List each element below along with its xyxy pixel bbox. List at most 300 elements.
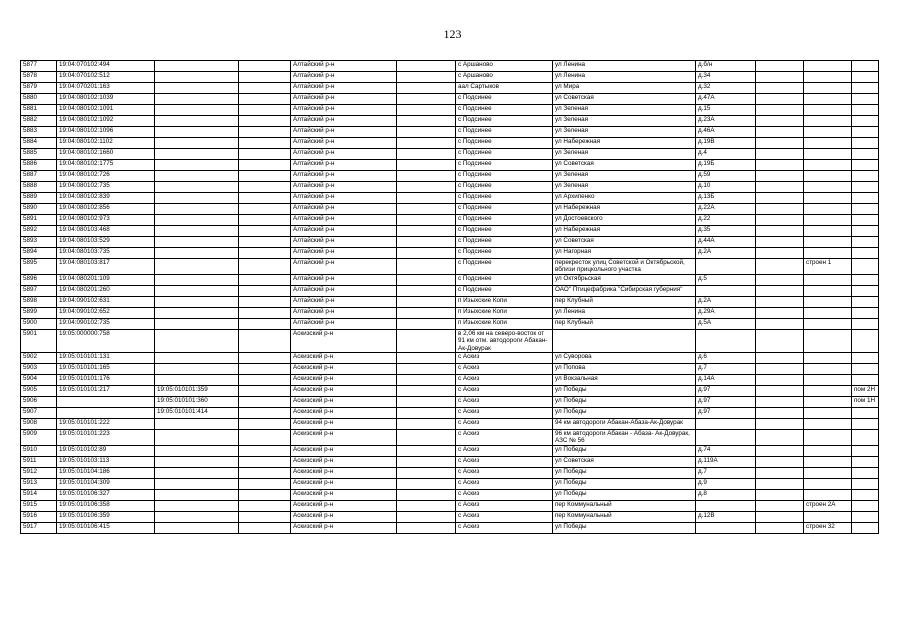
- empty-cell: [756, 489, 804, 500]
- empty-cell: [239, 105, 291, 116]
- house-number: д.б/н: [696, 61, 756, 72]
- row-number: 5908: [21, 419, 57, 430]
- street: ул Достоевского: [553, 215, 696, 226]
- cadastral-number: 19:04:080102:726: [57, 171, 155, 182]
- empty-cell: [756, 353, 804, 364]
- empty-cell: [756, 511, 804, 522]
- cadastral-number-2: [155, 456, 239, 467]
- cadastral-number-2: [155, 500, 239, 511]
- district: Алтайский р-н: [291, 160, 397, 171]
- building: [804, 149, 852, 160]
- table-row: [21, 226, 879, 237]
- empty-cell: [397, 456, 456, 467]
- cadastral-number: 19:05:010104:186: [57, 467, 155, 478]
- empty-cell: [239, 182, 291, 193]
- empty-cell: [756, 105, 804, 116]
- row-number: 5897: [21, 285, 57, 296]
- house-number: д.47А: [696, 94, 756, 105]
- empty-cell: [239, 149, 291, 160]
- settlement: с Аскиз: [456, 375, 553, 386]
- empty-cell: [397, 61, 456, 72]
- table-row: [21, 215, 879, 226]
- empty-cell: [397, 489, 456, 500]
- street: ул Октябрьская: [553, 274, 696, 285]
- empty-cell: [397, 259, 456, 275]
- settlement: с Аршаново: [456, 61, 553, 72]
- empty-cell: [397, 226, 456, 237]
- settlement: в 2,06 км на северо-восток от 91 км отм. автодороги Абакан-Ак-Довурак: [456, 329, 553, 352]
- building: [804, 160, 852, 171]
- row-number: 5891: [21, 215, 57, 226]
- table-row: [21, 456, 879, 467]
- district: Алтайский р-н: [291, 83, 397, 94]
- premises: [852, 182, 879, 193]
- empty-cell: [397, 375, 456, 386]
- empty-cell: [756, 318, 804, 329]
- empty-cell: [397, 127, 456, 138]
- district: Алтайский р-н: [291, 307, 397, 318]
- premises: [852, 329, 879, 352]
- row-number: 5885: [21, 149, 57, 160]
- settlement: с Подсинее: [456, 259, 553, 275]
- premises: [852, 489, 879, 500]
- cadastral-number-2: [155, 353, 239, 364]
- street: ул Вокзальная: [553, 375, 696, 386]
- empty-cell: [239, 419, 291, 430]
- cadastral-number-2: [155, 522, 239, 533]
- table-row: [21, 478, 879, 489]
- row-number: 5917: [21, 522, 57, 533]
- row-number: 5903: [21, 364, 57, 375]
- empty-cell: [239, 248, 291, 259]
- table-row: [21, 127, 879, 138]
- district: Алтайский р-н: [291, 94, 397, 105]
- street: ул Победы: [553, 478, 696, 489]
- building: [804, 83, 852, 94]
- empty-cell: [397, 94, 456, 105]
- cadastral-number-2: [155, 467, 239, 478]
- district: Аскизский р-н: [291, 419, 397, 430]
- empty-cell: [239, 307, 291, 318]
- premises: [852, 61, 879, 72]
- street: ул Зеленая: [553, 171, 696, 182]
- settlement: с Подсинее: [456, 274, 553, 285]
- district: Аскизский р-н: [291, 445, 397, 456]
- cadastral-number-2: 19:05:010101:359: [155, 386, 239, 397]
- cadastral-number-2: [155, 61, 239, 72]
- cadastral-number: 19:04:090102:631: [57, 296, 155, 307]
- house-number: д.10: [696, 182, 756, 193]
- settlement: с Аскиз: [456, 522, 553, 533]
- street: перекресток улиц Советской и Октябрьской, вблизи прицкольного участка: [553, 259, 696, 275]
- building: [804, 511, 852, 522]
- row-number: 5886: [21, 160, 57, 171]
- street: ул Мира: [553, 83, 696, 94]
- cadastral-number: 19:04:070102:494: [57, 61, 155, 72]
- empty-cell: [756, 478, 804, 489]
- premises: [852, 296, 879, 307]
- table-row: [21, 445, 879, 456]
- empty-cell: [239, 285, 291, 296]
- street: ул Ленина: [553, 61, 696, 72]
- empty-cell: [397, 408, 456, 419]
- district: Аскизский р-н: [291, 430, 397, 446]
- house-number: д.97: [696, 397, 756, 408]
- premises: [852, 259, 879, 275]
- cadastral-number: [57, 397, 155, 408]
- empty-cell: [756, 171, 804, 182]
- empty-cell: [239, 456, 291, 467]
- building: [804, 72, 852, 83]
- cadastral-number: 19:05:010101:176: [57, 375, 155, 386]
- settlement: с Аскиз: [456, 408, 553, 419]
- empty-cell: [397, 285, 456, 296]
- settlement: с Подсинее: [456, 171, 553, 182]
- settlement: с Аскиз: [456, 489, 553, 500]
- building: [804, 419, 852, 430]
- empty-cell: [756, 285, 804, 296]
- empty-cell: [756, 61, 804, 72]
- table-row: [21, 149, 879, 160]
- house-number: д.5: [696, 274, 756, 285]
- settlement: с Аскиз: [456, 478, 553, 489]
- cadastral-number-2: [155, 127, 239, 138]
- table-row: [21, 489, 879, 500]
- empty-cell: [239, 329, 291, 352]
- empty-cell: [756, 430, 804, 446]
- row-number: 5914: [21, 489, 57, 500]
- street: ул Победы: [553, 397, 696, 408]
- settlement: с Аскиз: [456, 456, 553, 467]
- empty-cell: [756, 329, 804, 352]
- cadastral-number: 19:05:010106:415: [57, 522, 155, 533]
- premises: [852, 171, 879, 182]
- district: Алтайский р-н: [291, 204, 397, 215]
- empty-cell: [239, 445, 291, 456]
- house-number: д.2А: [696, 248, 756, 259]
- row-number: 5911: [21, 456, 57, 467]
- house-number: д.8: [696, 489, 756, 500]
- house-number: д.2А: [696, 296, 756, 307]
- empty-cell: [397, 274, 456, 285]
- district: Аскизский р-н: [291, 375, 397, 386]
- row-number: 5888: [21, 182, 57, 193]
- settlement: с Подсинее: [456, 149, 553, 160]
- building: [804, 182, 852, 193]
- building: [804, 127, 852, 138]
- empty-cell: [397, 430, 456, 446]
- empty-cell: [756, 116, 804, 127]
- cadastral-number-2: [155, 329, 239, 352]
- settlement: с Подсинее: [456, 105, 553, 116]
- district: Алтайский р-н: [291, 138, 397, 149]
- house-number: д.13Б: [696, 193, 756, 204]
- table-row: [21, 285, 879, 296]
- empty-cell: [397, 511, 456, 522]
- empty-cell: [756, 204, 804, 215]
- empty-cell: [397, 478, 456, 489]
- row-number: 5889: [21, 193, 57, 204]
- building: [804, 61, 852, 72]
- premises: [852, 522, 879, 533]
- empty-cell: [239, 61, 291, 72]
- cadastral-number-2: 19:05:010101:360: [155, 397, 239, 408]
- district: Аскизский р-н: [291, 478, 397, 489]
- building: [804, 318, 852, 329]
- house-number: д.14А: [696, 375, 756, 386]
- table-row: [21, 364, 879, 375]
- cadastral-number-2: [155, 364, 239, 375]
- empty-cell: [239, 274, 291, 285]
- empty-cell: [239, 296, 291, 307]
- cadastral-number-2: 19:05:010101:414: [155, 408, 239, 419]
- premises: [852, 215, 879, 226]
- empty-cell: [239, 318, 291, 329]
- row-number: 5900: [21, 318, 57, 329]
- empty-cell: [756, 259, 804, 275]
- premises: [852, 318, 879, 329]
- table-row: [21, 408, 879, 419]
- house-number: д.29А: [696, 307, 756, 318]
- empty-cell: [756, 456, 804, 467]
- table-row: [21, 72, 879, 83]
- empty-cell: [756, 500, 804, 511]
- empty-cell: [397, 149, 456, 160]
- house-number: д.22А: [696, 204, 756, 215]
- street: ул Зеленая: [553, 116, 696, 127]
- row-number: 5912: [21, 467, 57, 478]
- cadastral-number: 19:04:080201:260: [57, 285, 155, 296]
- empty-cell: [397, 215, 456, 226]
- empty-cell: [756, 193, 804, 204]
- settlement: с Подсинее: [456, 237, 553, 248]
- settlement: с Подсинее: [456, 182, 553, 193]
- house-number: д.23А: [696, 116, 756, 127]
- row-number: 5899: [21, 307, 57, 318]
- house-number: д.22: [696, 215, 756, 226]
- table-row: [21, 259, 879, 275]
- cadastral-number-2: [155, 237, 239, 248]
- street: ул Попова: [553, 364, 696, 375]
- cadastral-number-2: [155, 274, 239, 285]
- premises: [852, 237, 879, 248]
- street: 94 км автодороги Абакан-Абаза-Ак-Довурак: [553, 419, 696, 430]
- cadastral-number: 19:04:080102:1775: [57, 160, 155, 171]
- settlement: с Аскиз: [456, 500, 553, 511]
- district: Аскизский р-н: [291, 489, 397, 500]
- street: пер Клубный: [553, 296, 696, 307]
- cadastral-number-2: [155, 430, 239, 446]
- table-row: [21, 138, 879, 149]
- premises: [852, 226, 879, 237]
- premises: [852, 467, 879, 478]
- cadastral-number: 19:04:080102:839: [57, 193, 155, 204]
- street: ул Нагорная: [553, 248, 696, 259]
- building: [804, 307, 852, 318]
- street: ул Советская: [553, 160, 696, 171]
- empty-cell: [397, 397, 456, 408]
- settlement: с Аскиз: [456, 364, 553, 375]
- empty-cell: [239, 193, 291, 204]
- empty-cell: [756, 248, 804, 259]
- cadastral-number-2: [155, 259, 239, 275]
- cadastral-number: 19:05:010101:217: [57, 386, 155, 397]
- district: Аскизский р-н: [291, 511, 397, 522]
- row-number: 5901: [21, 329, 57, 352]
- row-number: 5887: [21, 171, 57, 182]
- street: ул Победы: [553, 386, 696, 397]
- district: Аскизский р-н: [291, 386, 397, 397]
- empty-cell: [756, 274, 804, 285]
- table-row: [21, 83, 879, 94]
- empty-cell: [397, 500, 456, 511]
- district: Алтайский р-н: [291, 285, 397, 296]
- premises: [852, 248, 879, 259]
- premises: пом 2Н: [852, 386, 879, 397]
- building: [804, 274, 852, 285]
- table-row: [21, 193, 879, 204]
- settlement: с Аршаново: [456, 72, 553, 83]
- building: [804, 478, 852, 489]
- cadastral-number: 19:04:080102:1092: [57, 116, 155, 127]
- table-row: [21, 274, 879, 285]
- row-number: 5915: [21, 500, 57, 511]
- cadastral-number-2: [155, 511, 239, 522]
- building: [804, 456, 852, 467]
- settlement: с Подсинее: [456, 94, 553, 105]
- cadastral-number: 19:04:080102:1096: [57, 127, 155, 138]
- empty-cell: [756, 296, 804, 307]
- empty-cell: [239, 386, 291, 397]
- street: ул Советская: [553, 94, 696, 105]
- empty-cell: [397, 386, 456, 397]
- street: пер Коммунальный: [553, 511, 696, 522]
- premises: [852, 193, 879, 204]
- cadastral-number: 19:05:010106:359: [57, 511, 155, 522]
- cadastral-number-2: [155, 215, 239, 226]
- premises: [852, 430, 879, 446]
- empty-cell: [397, 248, 456, 259]
- street: 96 км автодороги Абакан - Абаза- Ак-Довурак, АЗС № 56: [553, 430, 696, 446]
- empty-cell: [239, 375, 291, 386]
- table-row: [21, 296, 879, 307]
- building: [804, 430, 852, 446]
- cadastral-number: 19:04:080102:1102: [57, 138, 155, 149]
- building: [804, 445, 852, 456]
- row-number: 5879: [21, 83, 57, 94]
- table-row: [21, 61, 879, 72]
- empty-cell: [756, 127, 804, 138]
- empty-cell: [239, 397, 291, 408]
- empty-cell: [756, 226, 804, 237]
- empty-cell: [756, 445, 804, 456]
- row-number: 5902: [21, 353, 57, 364]
- cadastral-number: 19:05:010101:222: [57, 419, 155, 430]
- district: Алтайский р-н: [291, 182, 397, 193]
- cadastral-number-2: [155, 307, 239, 318]
- premises: [852, 127, 879, 138]
- premises: [852, 375, 879, 386]
- house-number: [696, 500, 756, 511]
- district: Алтайский р-н: [291, 248, 397, 259]
- building: [804, 226, 852, 237]
- premises: [852, 500, 879, 511]
- row-number: 5904: [21, 375, 57, 386]
- empty-cell: [397, 160, 456, 171]
- settlement: п Изыхские Копи: [456, 307, 553, 318]
- house-number: д.44А: [696, 237, 756, 248]
- empty-cell: [756, 397, 804, 408]
- cadastral-number: 19:04:080102:856: [57, 204, 155, 215]
- settlement: с Подсинее: [456, 215, 553, 226]
- registry-table: [20, 60, 879, 534]
- settlement: с Подсинее: [456, 226, 553, 237]
- table-body: [21, 61, 879, 534]
- table-row: [21, 307, 879, 318]
- empty-cell: [397, 83, 456, 94]
- cadastral-number: 19:05:010106:358: [57, 500, 155, 511]
- settlement: п Изыхские Копи: [456, 296, 553, 307]
- cadastral-number-2: [155, 193, 239, 204]
- table-row: [21, 353, 879, 364]
- premises: [852, 408, 879, 419]
- cadastral-number-2: [155, 204, 239, 215]
- empty-cell: [239, 408, 291, 419]
- building: [804, 171, 852, 182]
- district: Алтайский р-н: [291, 149, 397, 160]
- house-number: [696, 419, 756, 430]
- row-number: 5909: [21, 430, 57, 446]
- cadastral-number: 19:04:070201:163: [57, 83, 155, 94]
- table-row: [21, 105, 879, 116]
- empty-cell: [397, 296, 456, 307]
- empty-cell: [239, 171, 291, 182]
- table-row: [21, 467, 879, 478]
- district: Аскизский р-н: [291, 364, 397, 375]
- empty-cell: [239, 259, 291, 275]
- district: Аскизский р-н: [291, 467, 397, 478]
- cadastral-number-2: [155, 318, 239, 329]
- empty-cell: [397, 329, 456, 352]
- table-row: [21, 430, 879, 446]
- empty-cell: [239, 83, 291, 94]
- street: ул Победы: [553, 522, 696, 533]
- street: ул Ленина: [553, 307, 696, 318]
- table-row: [21, 419, 879, 430]
- table-row: [21, 386, 879, 397]
- building: [804, 285, 852, 296]
- district: Аскизский р-н: [291, 522, 397, 533]
- empty-cell: [239, 500, 291, 511]
- table-row: [21, 375, 879, 386]
- cadastral-number-2: [155, 226, 239, 237]
- settlement: с Аскиз: [456, 419, 553, 430]
- street: ул Победы: [553, 489, 696, 500]
- settlement: с Аскиз: [456, 386, 553, 397]
- district: Алтайский р-н: [291, 127, 397, 138]
- street: ул Зеленая: [553, 182, 696, 193]
- district: Аскизский р-н: [291, 408, 397, 419]
- settlement: с Подсинее: [456, 160, 553, 171]
- row-number: 5877: [21, 61, 57, 72]
- row-number: 5881: [21, 105, 57, 116]
- street: пер Коммунальный: [553, 500, 696, 511]
- house-number: д.35: [696, 226, 756, 237]
- empty-cell: [239, 116, 291, 127]
- empty-cell: [239, 489, 291, 500]
- building: [804, 489, 852, 500]
- house-number: [696, 259, 756, 275]
